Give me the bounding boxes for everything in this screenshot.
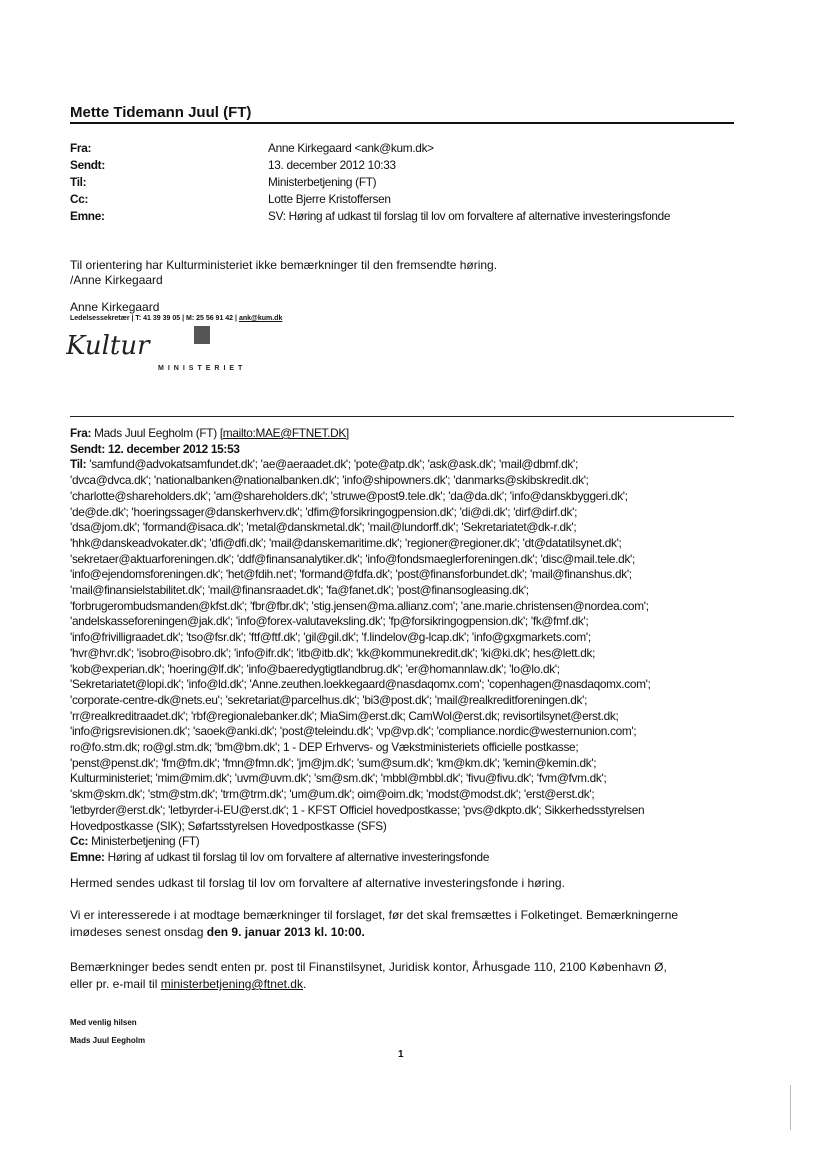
- fwd-to-recipients: 'samfund@advokatsamfundet.dk'; 'ae@aeraadet.dk'; 'pote@atp.dk'; 'ask@ask.dk'; 'mail@dbmf.dk';: [89, 457, 578, 472]
- fwd-to-recipients: 'dvca@dvca.dk'; 'nationalbanken@nationalbanken.dk'; 'info@shipowners.dk'; 'danmarks@skibskredit.dk';: [70, 473, 589, 488]
- fwd-to-line: [70, 536, 770, 552]
- signature-contact-text: Ledelsessekretær | T: 41 39 39 05 | M: 25 56 91 42 |: [70, 315, 239, 322]
- fwd-to-recipients: 'charlotte@shareholders.dk'; 'am@shareholders.dk'; 'struwe@post9.tele.dk'; 'da@da.dk'; 'info@danskbyggeri.dk';: [70, 488, 628, 503]
- crown-emblem-icon: [194, 326, 210, 344]
- document-title: Mette Tidemann Juul (FT): [70, 104, 252, 121]
- header-sent-label: Sendt:: [70, 158, 105, 172]
- fwd-to-recipients: 'info@ejendomsforeningen.dk'; 'het@fdih.net'; 'formand@fdfa.dk'; 'post@finansforbundet.dk'; 'mail@finanshus.dk';: [70, 567, 632, 582]
- forward-divider: [70, 416, 734, 417]
- fwd-to-recipients: 'info@rigsrevisionen.dk'; 'saoek@anki.dk'; 'post@teleindu.dk'; 'vp@vp.dk'; 'compliance.nordic@westernunion.com';: [70, 724, 637, 739]
- signature-contact: [70, 315, 282, 322]
- closing-greeting: Med venlig hilsen: [70, 1018, 137, 1027]
- body-paragraph-2-line-1: Vi er interesserede i at modtage bemærkninger til forslaget, før det skal fremsættes i Folketinget. Bemærkningerne: [70, 908, 679, 922]
- fwd-to-line: [70, 677, 770, 693]
- fwd-to-recipients: 'andelskasseforeningen@jak.dk'; 'info@forex-valutaveksling.dk'; 'fp@forsikringogpension.dk'; 'fk@fmf.dk';: [70, 614, 589, 629]
- header-cc-value: Lotte Bjerre Kristoffersen: [268, 192, 391, 206]
- fwd-from-label: Fra:: [70, 426, 92, 440]
- header-to-value: Ministerbetjening (FT): [268, 175, 377, 189]
- body-paragraph-1: Hermed sendes udkast til forslag til lov om forvaltere af alternative investeringsfonde i høring.: [70, 876, 565, 890]
- header-subject-value: SV: Høring af udkast til forslag til lov om forvaltere af alternative investeringsfonde: [268, 209, 671, 223]
- fwd-to-line: [70, 819, 770, 835]
- title-divider: [70, 122, 734, 124]
- fwd-to-recipients: 'sekretaer@aktuarforeningen.dk'; 'ddf@finansanalytiker.dk'; 'info@fondsmaeglerforeningen.dk'; 'disc@mail.tele.dk';: [70, 551, 635, 566]
- fwd-to-line: [70, 646, 770, 662]
- signature-name: Anne Kirkegaard: [70, 300, 160, 314]
- fwd-to-line: [70, 630, 770, 646]
- fwd-subject-value: Høring af udkast til forslag til lov om forvaltere af alternative investeringsfonde: [107, 849, 490, 864]
- closing-name: Mads Juul Eegholm: [70, 1036, 146, 1045]
- body-paragraph-2-line-2: [70, 925, 365, 939]
- fwd-to-line: [70, 803, 770, 819]
- fwd-subject-label: Emne:: [70, 849, 105, 864]
- fwd-from-line: [70, 426, 770, 442]
- fwd-from-mailto-link[interactable]: [mailto:MAE@FTNET.DK]: [219, 426, 349, 440]
- forwarded-header: [70, 426, 770, 866]
- fwd-to-recipients: Kulturministeriet; 'mim@mim.dk'; 'uvm@uvm.dk'; 'sm@sm.dk'; 'mbbl@mbbl.dk'; 'fivu@fivu.dk'; 'fvm@fvm.dk';: [70, 771, 607, 786]
- fwd-subject-line: [70, 850, 770, 866]
- header-subject-label: Emne:: [70, 209, 105, 223]
- fwd-to-line: [70, 489, 770, 505]
- fwd-to-recipients: ro@fo.stm.dk; ro@gl.stm.dk; 'bm@bm.dk'; 1 - DEP Erhvervs- og Vækstministeriets officielle postkasse;: [70, 740, 579, 755]
- logo-script-text: Kultur: [66, 331, 150, 361]
- fwd-to-recipients: Hovedpostkasse (SIK); Søfartsstyrelsen Hovedpostkasse (SFS): [70, 818, 387, 833]
- fwd-to-line: [70, 787, 770, 803]
- kultur-ministeriet-logo: [66, 324, 286, 374]
- header-to-label: Til:: [70, 175, 87, 189]
- fwd-to-recipients: 'mail@finansielstabilitet.dk'; 'mail@finansraadet.dk'; 'fa@fanet.dk'; 'post@finansogleasing.dk';: [70, 583, 529, 598]
- fwd-sent-label: Sendt:: [70, 441, 105, 456]
- email-suffix: .: [302, 977, 307, 991]
- fwd-cc-label: Cc:: [70, 834, 89, 849]
- fwd-to-line: [70, 771, 770, 787]
- fwd-to-line: [70, 457, 770, 473]
- header-from-value: Anne Kirkegaard <ank@kum.dk>: [268, 141, 434, 155]
- fwd-sent-value: 12. december 2012 15:53: [107, 441, 240, 456]
- ministerbetjening-email-link[interactable]: ministerbetjening@ftnet.dk: [160, 977, 303, 991]
- fwd-to-line: [70, 520, 770, 536]
- fwd-to-recipients: 'skm@skm.dk'; 'stm@stm.dk'; 'trm@trm.dk'; 'um@um.dk'; oim@oim.dk; 'modst@modst.dk'; 'erst@erst.dk';: [70, 787, 595, 802]
- fwd-to-recipients: 'de@de.dk'; 'hoeringssager@danskerhverv.dk'; 'dfim@forsikringogpension.dk'; 'di@di.dk'; 'dirf@dirf.dk';: [70, 504, 578, 519]
- deadline-date: den 9. januar 2013 kl. 10:00.: [206, 925, 365, 939]
- fwd-cc-line: [70, 834, 770, 850]
- fwd-to-line: [70, 756, 770, 772]
- fwd-cc-value: Ministerbetjening (FT): [91, 834, 200, 849]
- reply-signoff: /Anne Kirkegaard: [70, 273, 163, 287]
- fwd-to-recipients: 'hhk@danskeadvokater.dk'; 'dfi@dfi.dk'; 'mail@danskemaritime.dk'; 'regioner@regioner.dk'; 'dt@datatilsynet.dk';: [70, 535, 622, 550]
- fwd-to-line: [70, 567, 770, 583]
- deadline-prefix: imødeses senest onsdag: [70, 925, 207, 939]
- body-paragraph-3-line-1: Bemærkninger bedes sendt enten pr. post til Finanstilsynet, Juridisk kontor, Århusgade 110, 2100 København Ø,: [70, 960, 667, 974]
- signature-email-link[interactable]: ank@kum.dk: [238, 315, 283, 322]
- fwd-to-line: [70, 693, 770, 709]
- fwd-to-recipients: 'kob@experian.dk'; 'hoering@lf.dk'; 'info@baeredygtigtlandbrug.dk'; 'er@homannlaw.dk'; 'lo@lo.dk';: [70, 661, 560, 676]
- fwd-to-recipients: 'penst@penst.dk'; 'fm@fm.dk'; 'fmn@fmn.dk'; 'jm@jm.dk'; 'sum@sum.dk'; 'km@km.dk'; 'kemin@kemin.dk';: [70, 755, 597, 770]
- fwd-to-line: [70, 724, 770, 740]
- fwd-to-line: [70, 505, 770, 521]
- header-from-row: [70, 141, 770, 155]
- fwd-to-line: [70, 552, 770, 568]
- fwd-to-recipients: 'rr@realkreditraadet.dk'; 'rbf@regionalebanker.dk'; MiaSim@erst.dk; CamWol@erst.dk; revisortilsynet@erst.dk;: [70, 708, 619, 723]
- header-sent-row: [70, 158, 770, 172]
- fwd-from-value: Mads Juul Eegholm (FT): [94, 426, 217, 440]
- header-from-label: Fra:: [70, 141, 92, 155]
- fwd-to-line: [70, 473, 770, 489]
- fwd-to-recipients: 'hvr@hvr.dk'; 'isobro@isobro.dk'; 'info@ifr.dk'; 'itb@itb.dk'; 'kk@kommunekredit.dk'; 'ki@ki.dk'; hes@lett.dk;: [70, 645, 596, 660]
- fwd-to-block: [70, 457, 770, 834]
- header-cc-row: [70, 192, 770, 206]
- header-subject-row: [70, 209, 770, 223]
- header-cc-label: Cc:: [70, 192, 89, 206]
- email-prefix: eller pr. e-mail til: [70, 977, 161, 991]
- fwd-to-line: [70, 614, 770, 630]
- logo-subtext: MINISTERIET: [158, 365, 247, 372]
- scan-edge-mark: [790, 1085, 791, 1130]
- body-paragraph-3-line-2: [70, 977, 306, 991]
- fwd-to-line: [70, 662, 770, 678]
- fwd-to-recipients: 'letbyrder@erst.dk'; 'letbyrder-i-EU@erst.dk'; 1 - KFST Officiel hovedpostkasse; 'pvs@dkpto.dk'; Sikkerhedsstyrelsen: [70, 802, 645, 817]
- fwd-to-recipients: 'forbrugerombudsmanden@kfst.dk'; 'fbr@fbr.dk'; 'stig.jensen@ma.allianz.com'; 'ane.marie.christensen@nordea.com';: [70, 598, 649, 613]
- fwd-to-line: [70, 599, 770, 615]
- fwd-to-recipients: 'dsa@jom.dk'; 'formand@isaca.dk'; 'metal@danskmetal.dk'; 'mail@lundorff.dk'; 'Sekretariatet@dk-r.dk';: [70, 520, 577, 535]
- page-number: 1: [398, 1049, 404, 1060]
- reply-text: Til orientering har Kulturministeriet ikke bemærkninger til den fremsendte høring.: [70, 258, 498, 272]
- header-to-row: [70, 175, 770, 189]
- fwd-to-label: Til:: [70, 457, 87, 472]
- fwd-to-line: [70, 709, 770, 725]
- fwd-to-line: [70, 740, 770, 756]
- header-sent-value: 13. december 2012 10:33: [268, 158, 396, 172]
- fwd-to-recipients: 'info@frivilligraadet.dk'; 'tso@fsr.dk'; 'ftf@ftf.dk'; 'gil@gil.dk'; 'f.lindelov@g-lcap.dk'; 'info@gxgmarkets.com';: [70, 630, 591, 645]
- fwd-sent-line: [70, 442, 770, 458]
- fwd-to-recipients: 'corporate-centre-dk@nets.eu'; 'sekretariat@parcelhus.dk'; 'bi3@post.dk'; 'mail@realkreditforeningen.dk';: [70, 692, 588, 707]
- fwd-to-line: [70, 583, 770, 599]
- fwd-to-recipients: 'Sekretariatet@lopi.dk'; 'info@ld.dk'; 'Anne.zeuthen.loekkegaard@nasdaqomx.com'; 'copenhagen@nasdaqomx.com';: [70, 677, 651, 692]
